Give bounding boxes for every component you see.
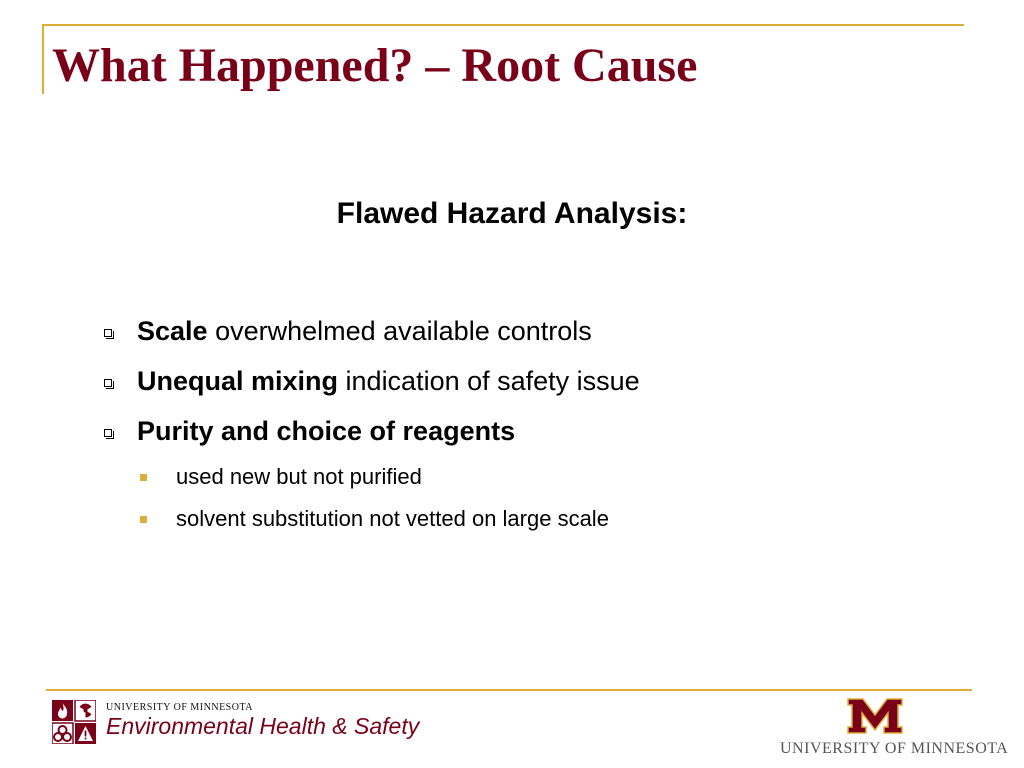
- bullet-list: [100, 306, 640, 540]
- checkbox-bullet-icon: [104, 379, 112, 387]
- bullet-bold-text: Purity and choice of reagents: [137, 416, 516, 446]
- bullet-item: [100, 406, 640, 456]
- bullet-bold-text: Unequal mixing: [137, 366, 339, 396]
- bullet-item: [100, 306, 640, 356]
- sub-bullet-item: [100, 456, 640, 498]
- header-rule-top: [42, 24, 964, 26]
- slide-title: What Happened? – Root Cause: [52, 39, 698, 92]
- ehs-hazard-icons: [52, 700, 96, 744]
- m-logo-icon: [846, 697, 904, 735]
- bullet-text: indication of safety issue: [338, 366, 640, 396]
- fire-icon: [52, 700, 73, 721]
- warning-icon: [75, 723, 96, 744]
- header-rule-left: [42, 24, 44, 94]
- ehs-department-name: Environmental Health & Safety: [106, 713, 420, 739]
- biohazard-icon: [52, 723, 73, 744]
- checkbox-bullet-icon: [104, 329, 112, 337]
- sub-bullet-container: [100, 456, 640, 540]
- bullet-item: [100, 356, 640, 406]
- ehs-university-label: UNIVERSITY OF MINNESOTA: [106, 702, 253, 713]
- sub-bullet-text: used new but not purified: [176, 464, 422, 489]
- radiation-icon: [75, 700, 96, 721]
- slide-subtitle: Flawed Hazard Analysis:: [336, 197, 688, 230]
- sub-bullet-list: [100, 456, 640, 540]
- bullet-bold-text: Scale: [137, 316, 208, 346]
- bullet-text: overwhelmed available controls: [207, 316, 592, 346]
- sub-bullet-item: [100, 498, 640, 540]
- sub-bullet-text: solvent substitution not vetted on large scale: [176, 506, 609, 531]
- university-wordmark: UNIVERSITY OF MINNESOTA: [780, 740, 1009, 757]
- square-bullet-icon: [140, 516, 147, 523]
- footer-rule: [46, 689, 972, 691]
- checkbox-bullet-icon: [104, 429, 112, 437]
- square-bullet-icon: [140, 474, 147, 481]
